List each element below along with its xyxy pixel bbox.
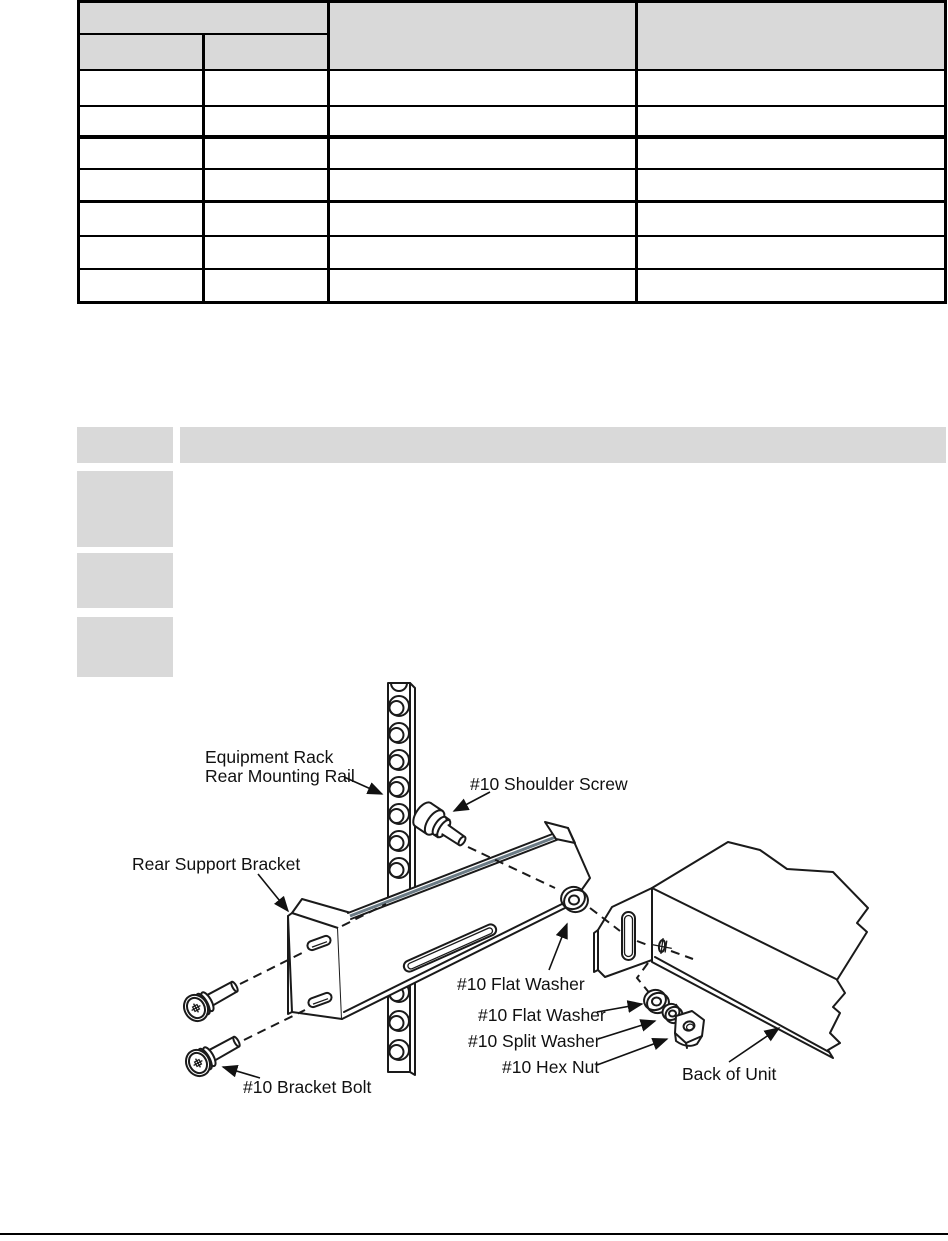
spec-data-row bbox=[79, 269, 946, 303]
spec-header-col3-cell bbox=[329, 2, 637, 70]
label-mounting-rail-line1: Equipment Rack bbox=[205, 747, 334, 767]
spec-data-row bbox=[79, 169, 946, 202]
leader-hex-nut bbox=[597, 1039, 667, 1065]
bracket-bolt-drawing-2 bbox=[181, 1029, 244, 1080]
back-of-unit-drawing bbox=[594, 842, 868, 1058]
spec-subheader-cell-1 bbox=[79, 34, 204, 70]
label-back-of-unit: Back of Unit bbox=[682, 1064, 777, 1084]
spec-table bbox=[77, 0, 947, 304]
washer-stack-drawing bbox=[641, 987, 704, 1048]
label-shoulder-screw: #10 Shoulder Screw bbox=[470, 774, 628, 794]
spec-data-row bbox=[79, 202, 946, 236]
steps-header-right-cell bbox=[180, 427, 946, 463]
label-split-washer: #10 Split Washer bbox=[468, 1031, 601, 1051]
bracket-bolt-drawing-1 bbox=[179, 974, 242, 1025]
leader-flat-washer-top bbox=[549, 924, 567, 970]
leader-back-of-unit bbox=[729, 1028, 779, 1062]
rack-bracket-assembly-diagram bbox=[0, 680, 948, 1241]
spec-data-row bbox=[79, 137, 946, 169]
spec-data-row bbox=[79, 106, 946, 137]
label-mounting-rail-line2: Rear Mounting Rail bbox=[205, 766, 355, 786]
spec-header-row-1 bbox=[79, 2, 946, 34]
label-hex-nut: #10 Hex Nut bbox=[502, 1057, 600, 1077]
spec-header-col4-cell bbox=[637, 2, 946, 70]
step-number-cell-1 bbox=[77, 471, 173, 547]
spec-data-row bbox=[79, 236, 946, 269]
leader-split-washer bbox=[598, 1021, 655, 1039]
spec-header-merged-cell bbox=[79, 2, 329, 34]
label-flat-washer-top: #10 Flat Washer bbox=[457, 974, 585, 994]
spec-data-row bbox=[79, 70, 946, 106]
step-number-cell-2 bbox=[77, 553, 173, 608]
mounting-rail-drawing bbox=[388, 683, 415, 1075]
page-footer-rule bbox=[0, 1233, 948, 1235]
leader-shoulder-screw bbox=[454, 792, 490, 811]
steps-header-left-cell bbox=[77, 427, 173, 463]
label-bracket-bolt: #10 Bracket Bolt bbox=[243, 1077, 372, 1097]
leader-support-bracket bbox=[258, 874, 288, 911]
label-flat-washer-stack: #10 Flat Washer bbox=[478, 1005, 606, 1025]
step-number-cell-3 bbox=[77, 617, 173, 677]
label-rear-support-bracket: Rear Support Bracket bbox=[132, 854, 301, 874]
spec-subheader-cell-2 bbox=[204, 34, 329, 70]
hex-nut-drawing bbox=[675, 1011, 704, 1048]
